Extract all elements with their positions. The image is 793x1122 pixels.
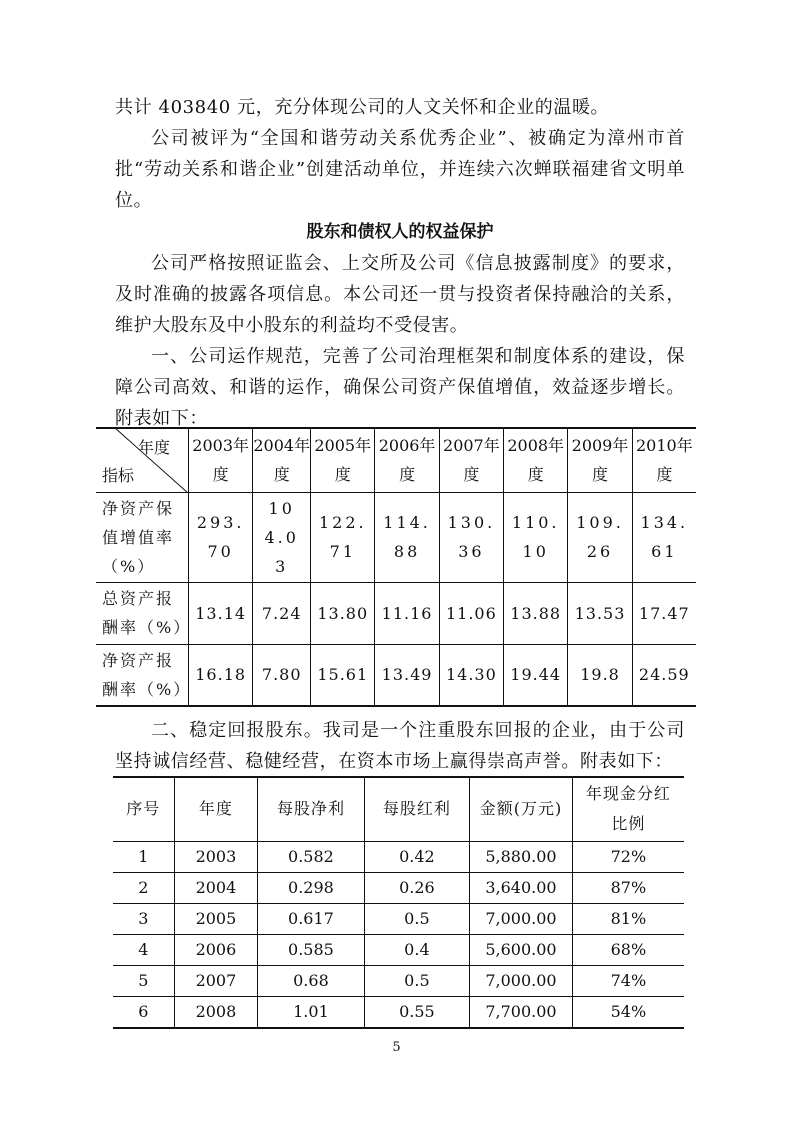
table-cell: 0.5: [364, 965, 470, 996]
metric-value: 17.47: [632, 582, 696, 644]
year-header: 2003年度: [189, 428, 253, 492]
metric-label: 净资产保值增值率（%）: [96, 492, 189, 582]
table-cell: 5: [113, 965, 174, 996]
metric-label: 总资产报酬率（%）: [96, 582, 189, 644]
table-row: [113, 903, 684, 934]
metric-value: 134.61: [632, 492, 696, 582]
year-header: 2010年度: [632, 428, 696, 492]
table-row: [113, 934, 684, 965]
table-cell: 7,000.00: [470, 965, 573, 996]
table-cell: 74%: [572, 965, 684, 996]
metric-value: 11.16: [375, 582, 439, 644]
table-cell: 0.68: [258, 965, 364, 996]
table-cell: 2: [113, 872, 174, 903]
metric-value: 13.80: [311, 582, 375, 644]
metric-value: 24.59: [632, 644, 696, 706]
column-header: 年度: [174, 777, 258, 841]
metric-value: 104.03: [253, 492, 311, 582]
table-cell: 5,880.00: [470, 841, 573, 872]
table-cell: 1: [113, 841, 174, 872]
metric-value: 130.36: [439, 492, 503, 582]
table-cell: 2007: [174, 965, 258, 996]
column-header: 年现金分红比例: [572, 777, 684, 841]
table-cell: 0.26: [364, 872, 470, 903]
metric-value: 11.06: [439, 582, 503, 644]
section-heading: 股东和债权人的权益保护: [306, 222, 494, 242]
dividend-table: [113, 776, 684, 1029]
table-cell: 5,600.00: [470, 934, 573, 965]
table-cell: 4: [113, 934, 174, 965]
table-cell: 3,640.00: [470, 872, 573, 903]
year-header: 2005年度: [311, 428, 375, 492]
table-row: [96, 644, 696, 706]
table-cell: 81%: [572, 903, 684, 934]
paragraph-awards: 公司被评为“全国和谐劳动关系优秀企业”、被确定为漳州市首批“劳动关系和谐企业”创建活动单位，并连续六次蝉联福建省文明单位。: [115, 128, 685, 211]
table-row: [113, 841, 684, 872]
corner-label-year: 年度: [137, 438, 170, 457]
year-header: 2006年度: [375, 428, 439, 492]
column-header: 每股红利: [364, 777, 470, 841]
metric-value: 109.26: [568, 492, 632, 582]
table-cell: 0.298: [258, 872, 364, 903]
paragraph-shareholder-return: 二、稳定回报股东。我司是一个注重股东回报的企业，由于公司坚持诚信经营、稳健经营，在资本市场上赢得崇高声誉。附表如下：: [115, 720, 685, 772]
table-cell: 0.55: [364, 996, 470, 1028]
table-cell: 0.4: [364, 934, 470, 965]
table-row: [113, 965, 684, 996]
year-header: 2008年度: [504, 428, 568, 492]
table-cell: 54%: [572, 996, 684, 1028]
table-cell: 2003: [174, 841, 258, 872]
table-row: [113, 996, 684, 1028]
column-header: 金额(万元): [470, 777, 573, 841]
table-cell: 2005: [174, 903, 258, 934]
metric-value: 7.80: [253, 644, 311, 706]
metric-value: 110.10: [504, 492, 568, 582]
table-cell: 0.582: [258, 841, 364, 872]
table-cell: 2006: [174, 934, 258, 965]
table-cell: 0.5: [364, 903, 470, 934]
paragraph-welfare-total: 共计 403840 元，充分体现公司的人文关怀和企业的温暖。: [115, 97, 610, 118]
table-cell: 7,700.00: [470, 996, 573, 1028]
table-cell: 0.585: [258, 934, 364, 965]
metric-value: 122.71: [311, 492, 375, 582]
table-cell: 2008: [174, 996, 258, 1028]
metric-value: 13.53: [568, 582, 632, 644]
table-row: [113, 872, 684, 903]
diagonal-header-cell: [96, 428, 189, 492]
table-cell: 3: [113, 903, 174, 934]
table-row: [96, 492, 696, 582]
table-row: [96, 582, 696, 644]
metric-value: 15.61: [311, 644, 375, 706]
table-header-row: [96, 428, 696, 492]
metric-value: 19.44: [504, 644, 568, 706]
metric-value: 13.14: [189, 582, 253, 644]
page-number: 5: [392, 1040, 401, 1055]
column-header: 每股净利: [258, 777, 364, 841]
table-cell: 0.42: [364, 841, 470, 872]
corner-label-metric: 指标: [102, 465, 135, 485]
column-header: 序号: [113, 777, 174, 841]
paragraph-governance: 一、公司运作规范，完善了公司治理框架和制度体系的建设，保障公司高效、和谐的运作，确保公司资产保值增值，效益逐步增长。附表如下：: [115, 346, 685, 429]
year-header: 2009年度: [568, 428, 632, 492]
metric-value: 16.18: [189, 644, 253, 706]
table-cell: 6: [113, 996, 174, 1028]
table-cell: 1.01: [258, 996, 364, 1028]
table-cell: 0.617: [258, 903, 364, 934]
paragraph-disclosure: 公司严格按照证监会、上交所及公司《信息披露制度》的要求，及时准确的披露各项信息。本公司还一贯与投资者保持融洽的关系，维护大股东及中小股东的利益均不受侵害。: [115, 253, 685, 336]
year-header: 2004年度: [253, 428, 311, 492]
asset-performance-table: [96, 427, 696, 707]
metric-value: 13.88: [504, 582, 568, 644]
metric-value: 114.88: [375, 492, 439, 582]
metric-label: 净资产报酬率（%）: [96, 644, 189, 706]
metric-value: 19.8: [568, 644, 632, 706]
metric-value: 14.30: [439, 644, 503, 706]
table-cell: 72%: [572, 841, 684, 872]
metric-value: 13.49: [375, 644, 439, 706]
metric-value: 293.70: [189, 492, 253, 582]
table-cell: 68%: [572, 934, 684, 965]
year-header: 2007年度: [439, 428, 503, 492]
table-cell: 2004: [174, 872, 258, 903]
table-cell: 87%: [572, 872, 684, 903]
metric-value: 7.24: [253, 582, 311, 644]
table-header-row: [113, 777, 684, 841]
table-cell: 7,000.00: [470, 903, 573, 934]
